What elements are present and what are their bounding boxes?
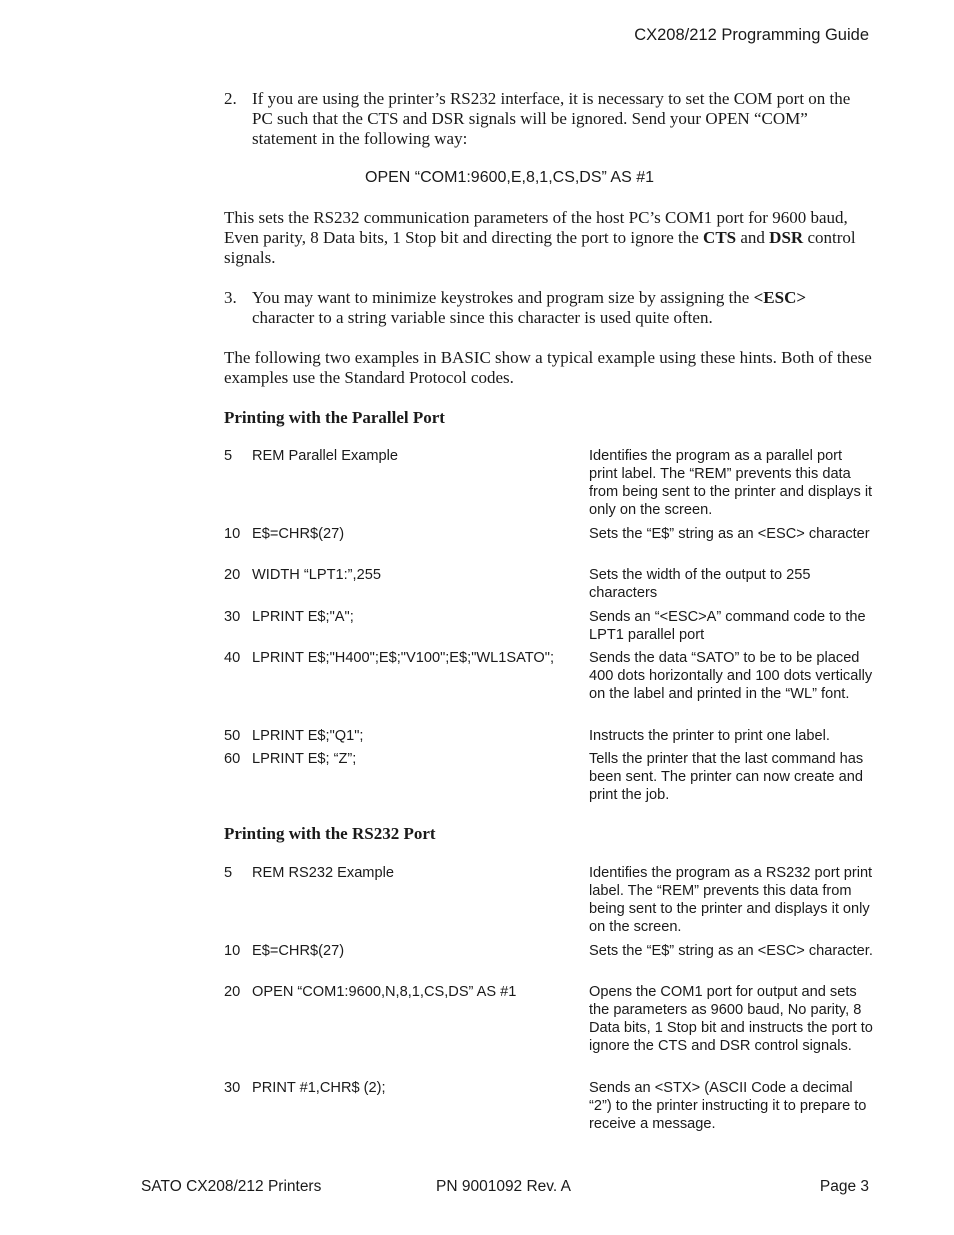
code-description: Identifies the program as a parallel port print label. The “REM” prevents this data from being sent to the printer and displays it only on the screen. bbox=[589, 448, 873, 518]
line-number: 60 bbox=[224, 751, 241, 767]
line-number: 5 bbox=[224, 448, 233, 464]
code-command: REM Parallel Example bbox=[252, 448, 398, 464]
step-text bbox=[252, 288, 870, 328]
explanation-cts: CTS bbox=[703, 228, 737, 247]
step3-text-pre: You may want to minimize keystrokes and program size by assigning the bbox=[252, 288, 754, 307]
line-number: 40 bbox=[224, 650, 241, 666]
explanation-text-mid: and bbox=[736, 228, 770, 247]
footer-center: PN 9001092 Rev. A bbox=[436, 1178, 571, 1195]
code-command: LPRINT E$;"H400";E$;"V100";E$;"WL1SATO"; bbox=[252, 650, 555, 666]
code-description: Tells the printer that the last command has been sent. The printer can now create and print the job. bbox=[589, 751, 864, 803]
explanation-paragraph bbox=[224, 208, 874, 268]
code-description: Sets the width of the output to 255 characters bbox=[589, 567, 811, 601]
code-command: E$=CHR$(27) bbox=[252, 943, 345, 959]
section-heading-rs232: Printing with the RS232 Port bbox=[224, 824, 436, 843]
code-description: Sets the “E$” string as an <ESC> character bbox=[589, 526, 870, 542]
code-command: REM RS232 Example bbox=[252, 865, 394, 881]
footer-left: SATO CX208/212 Printers bbox=[141, 1178, 322, 1195]
code-command: OPEN “COM1:9600,N,8,1,CS,DS” AS #1 bbox=[252, 984, 517, 1000]
step-number: 2. bbox=[224, 89, 237, 108]
line-number: 30 bbox=[224, 1080, 241, 1096]
code-description: Instructs the printer to print one label. bbox=[589, 728, 830, 744]
footer-page-number: Page 3 bbox=[819, 1178, 869, 1195]
section-heading-parallel: Printing with the Parallel Port bbox=[224, 408, 445, 427]
step-number: 3. bbox=[224, 288, 237, 307]
line-number: 5 bbox=[224, 865, 233, 881]
code-description: Sends an <STX> (ASCII Code a decimal “2”) to the printer instructing it to prepare to receive a message. bbox=[589, 1080, 867, 1132]
line-number: 10 bbox=[224, 526, 241, 542]
code-description: Sends an “<ESC>A” command code to the LPT1 parallel port bbox=[589, 609, 866, 643]
step-2 bbox=[224, 89, 870, 149]
explanation-text-pre: This sets the RS232 communication parameters of the host PC’s COM1 port for 9600 baud, Even parity, 8 Data bits, 1 Stop bit and directing the port to ignore the bbox=[224, 208, 848, 247]
open-statement: OPEN “COM1:9600,E,8,1,CS,DS” AS #1 bbox=[365, 169, 655, 186]
page-header-title: CX208/212 Programming Guide bbox=[634, 26, 869, 44]
code-command: PRINT #1,CHR$ (2); bbox=[252, 1080, 386, 1096]
step3-text-post: character to a string variable since this character is used quite often. bbox=[252, 308, 713, 327]
step-text: If you are using the printer’s RS232 interface, it is necessary to set the COM port on the PC such that the CTS and DSR signals will be ignored. Send your OPEN “COM” statement in the following way: bbox=[252, 89, 851, 148]
intro-paragraph: The following two examples in BASIC show a typical example using these hints. Both of these examples use the Standard Protocol codes. bbox=[224, 348, 872, 387]
line-number: 10 bbox=[224, 943, 241, 959]
code-command: WIDTH “LPT1:”,255 bbox=[252, 567, 381, 583]
line-number: 50 bbox=[224, 728, 241, 744]
line-number: 20 bbox=[224, 567, 241, 583]
code-command: LPRINT E$; “Z”; bbox=[252, 751, 357, 767]
code-description: Identifies the program as a RS232 port print label. The “REM” prevents this data from being sent to the printer and displays it only on the screen. bbox=[589, 865, 873, 935]
explanation-dsr: DSR bbox=[769, 228, 804, 247]
line-number: 30 bbox=[224, 609, 241, 625]
code-command: E$=CHR$(27) bbox=[252, 526, 345, 542]
explanation-text-post: control signals. bbox=[224, 228, 856, 267]
step-3 bbox=[224, 288, 870, 328]
code-description: Sets the “E$” string as an <ESC> character. bbox=[589, 943, 873, 959]
line-number: 20 bbox=[224, 984, 241, 1000]
code-description: Opens the COM1 port for output and sets the parameters as 9600 baud, No parity, 8 Data bits, 1 Stop bit and instructs the port to ignore the CTS and DSR control signals. bbox=[589, 984, 873, 1054]
code-description: Sends the data “SATO” to be to be placed 400 dots horizontally and 100 dots vertically on the label and printed in the “WL” font. bbox=[589, 650, 873, 702]
code-command: LPRINT E$;"Q1"; bbox=[252, 728, 364, 744]
step3-esc: <ESC> bbox=[753, 288, 807, 307]
code-command: LPRINT E$;"A"; bbox=[252, 609, 354, 625]
